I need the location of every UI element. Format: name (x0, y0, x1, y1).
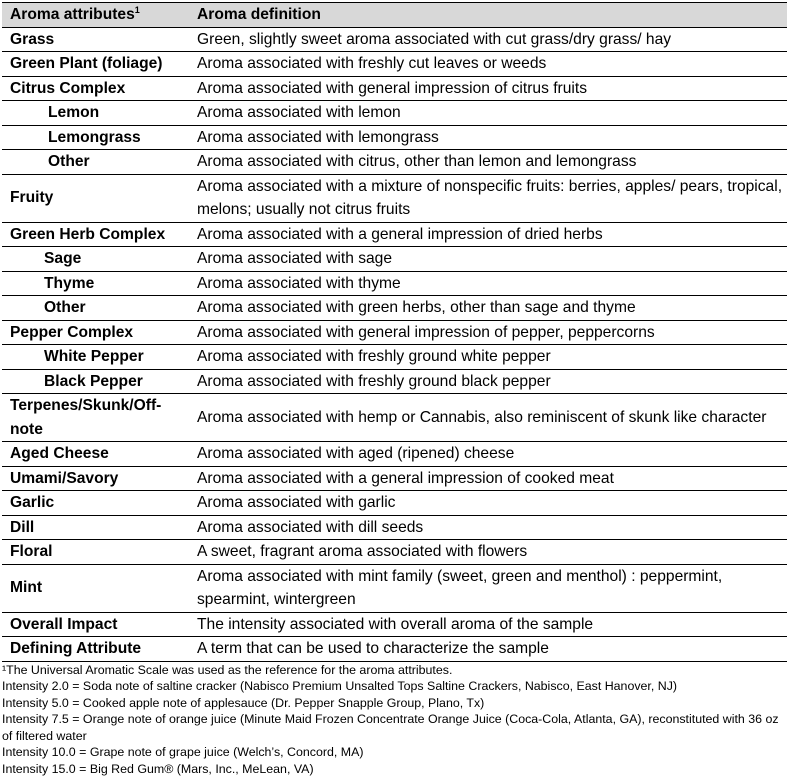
aroma-attribute-cell: Black Pepper (2, 369, 189, 394)
table-row (2, 637, 787, 662)
table-row (2, 466, 787, 491)
aroma-definition-cell: Aroma associated with thyme (189, 271, 787, 296)
aroma-definition-cell: Aroma associated with sage (189, 247, 787, 272)
footnote-line: ¹The Universal Aromatic Scale was used as the reference for the aroma attributes. (2, 662, 453, 677)
aroma-definition-cell: Aroma associated with a mixture of nonspecific fruits: berries, apples/ pears, tropical, melons; usually not citrus fruits (189, 174, 787, 222)
aroma-definition-cell: Aroma associated with garlic (189, 491, 787, 516)
table-row (2, 515, 787, 540)
table-row (2, 369, 787, 394)
aroma-attribute-cell: Thyme (2, 271, 189, 296)
table-row (2, 76, 787, 101)
table-row (2, 296, 787, 321)
table-row (2, 540, 787, 565)
table-row (2, 174, 787, 222)
aroma-definition-cell: Aroma associated with general impression of citrus fruits (189, 76, 787, 101)
footnote-line: Intensity 7.5 = Orange note of orange juice (Minute Maid Frozen Concentrate Orange Juice (Coca-Cola, Atlanta, GA), reconstituted with 36 oz of filtered water (2, 712, 779, 743)
aroma-attribute-cell: Pepper Complex (2, 320, 189, 345)
aroma-attribute-cell: Defining Attribute (2, 637, 189, 662)
aroma-attribute-cell: Citrus Complex (2, 76, 189, 101)
aroma-definition-cell: Aroma associated with lemongrass (189, 125, 787, 150)
aroma-attribute-cell: Dill (2, 515, 189, 540)
aroma-definition-cell: Aroma associated with aged (ripened) cheese (189, 442, 787, 467)
aroma-definition-cell: Aroma associated with dill seeds (189, 515, 787, 540)
aroma-attribute-cell: Sage (2, 247, 189, 272)
table-row (2, 320, 787, 345)
table-row (2, 345, 787, 370)
aroma-definition-cell: Aroma associated with a general impression of cooked meat (189, 466, 787, 491)
aroma-definition-cell: A term that can be used to characterize the sample (189, 637, 787, 662)
aroma-attribute-cell: Lemongrass (2, 125, 189, 150)
aroma-attribute-cell: Mint (2, 564, 189, 612)
aroma-attribute-cell: Fruity (2, 174, 189, 222)
footnote-line: Intensity 10.0 = Grape note of grape juice (Welch’s, Concord, MA) (2, 745, 364, 760)
aroma-definition-cell: Aroma associated with freshly ground white pepper (189, 345, 787, 370)
header-attr-label: Aroma attributes (10, 6, 135, 23)
aroma-attribute-cell: Green Plant (foliage) (2, 52, 189, 77)
aroma-attribute-cell: Grass (2, 27, 189, 52)
table-row (2, 442, 787, 467)
aroma-definition-cell: Aroma associated with green herbs, other than sage and thyme (189, 296, 787, 321)
table-row (2, 101, 787, 126)
header-aroma-attributes (2, 3, 189, 28)
footnotes (2, 662, 787, 778)
header-attr-footnote-mark: 1 (134, 4, 140, 15)
aroma-definition-cell: Aroma associated with lemon (189, 101, 787, 126)
aroma-attribute-cell: Other (2, 150, 189, 175)
footnote-line: Intensity 2.0 = Soda note of saltine cracker (Nabisco Premium Unsalted Tops Saltine Crackers, Nabisco, East Hanover, NJ) (2, 679, 678, 694)
aroma-definition-cell: Aroma associated with a general impression of dried herbs (189, 222, 787, 247)
footnote-line: Intensity 5.0 = Cooked apple note of applesauce (Dr. Pepper Snapple Group, Plano, Tx) (2, 695, 485, 710)
aroma-definition-cell: Aroma associated with freshly ground black pepper (189, 369, 787, 394)
table-row (2, 612, 787, 637)
aroma-table (2, 2, 787, 662)
table-row (2, 150, 787, 175)
table-row (2, 491, 787, 516)
aroma-attribute-cell: Overall Impact (2, 612, 189, 637)
aroma-definition-cell: A sweet, fragrant aroma associated with flowers (189, 540, 787, 565)
table-header-row (2, 3, 787, 28)
aroma-attribute-cell: Other (2, 296, 189, 321)
table-row (2, 27, 787, 52)
aroma-attribute-cell: Garlic (2, 491, 189, 516)
table-row (2, 125, 787, 150)
aroma-attribute-cell: Umami/Savory (2, 466, 189, 491)
aroma-attribute-cell: Lemon (2, 101, 189, 126)
aroma-definition-cell: Aroma associated with citrus, other than lemon and lemongrass (189, 150, 787, 175)
table-row (2, 394, 787, 442)
aroma-attribute-cell: Green Herb Complex (2, 222, 189, 247)
table-row (2, 564, 787, 612)
table-body (2, 27, 787, 661)
aroma-definition-cell: Aroma associated with freshly cut leaves or weeds (189, 52, 787, 77)
document-page (0, 2, 789, 778)
aroma-attribute-cell: Floral (2, 540, 189, 565)
header-aroma-definition: Aroma definition (189, 3, 787, 28)
table-row (2, 222, 787, 247)
aroma-definition-cell: Aroma associated with hemp or Cannabis, also reminiscent of skunk like character (189, 394, 787, 442)
aroma-definition-cell: The intensity associated with overall aroma of the sample (189, 612, 787, 637)
table-row (2, 52, 787, 77)
aroma-attribute-cell: White Pepper (2, 345, 189, 370)
aroma-attribute-cell: Terpenes/Skunk/Off-note (2, 394, 189, 442)
footnote-line: Intensity 15.0 = Big Red Gum® (Mars, Inc., MeLean, VA) (2, 762, 314, 777)
table-row (2, 247, 787, 272)
aroma-definition-cell: Green, slightly sweet aroma associated with cut grass/dry grass/ hay (189, 27, 787, 52)
aroma-attribute-cell: Aged Cheese (2, 442, 189, 467)
aroma-definition-cell: Aroma associated with general impression of pepper, peppercorns (189, 320, 787, 345)
table-row (2, 271, 787, 296)
aroma-definition-cell: Aroma associated with mint family (sweet, green and menthol) : peppermint, spearmint, wintergreen (189, 564, 787, 612)
